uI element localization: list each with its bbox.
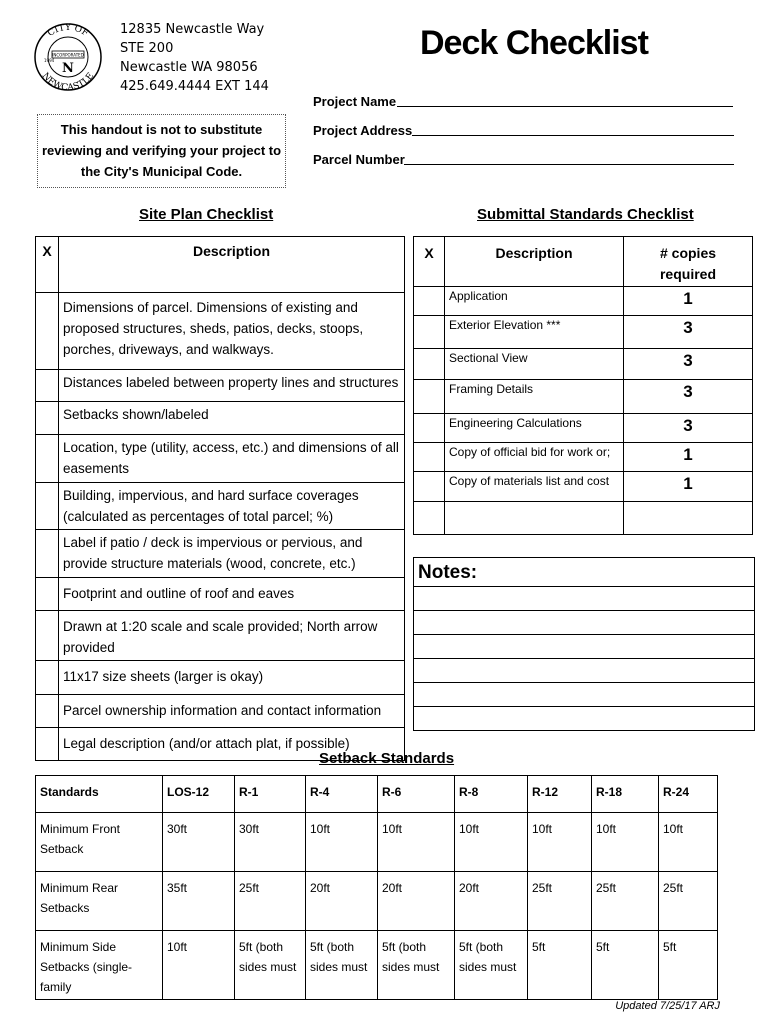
project-address-label: Project Address: [313, 123, 413, 138]
site-item: Parcel ownership information and contact information: [59, 695, 405, 728]
setback-header: R-1: [235, 776, 306, 813]
setback-cell: 25ft: [592, 872, 659, 931]
setback-cell: 10ft: [378, 813, 455, 872]
check-cell[interactable]: [36, 530, 59, 578]
setback-header: R-6: [378, 776, 455, 813]
project-address-field[interactable]: [412, 135, 734, 136]
col-x-header: X: [414, 237, 445, 287]
check-cell[interactable]: [414, 316, 445, 349]
setback-header: Standards: [36, 776, 163, 813]
col-description-header: Description: [59, 237, 405, 293]
notes-line[interactable]: [414, 682, 754, 706]
site-item: Setbacks shown/labeled: [59, 402, 405, 435]
setback-cell: 25ft: [235, 872, 306, 931]
notes-line[interactable]: [414, 634, 754, 658]
disclaimer-line-1: This handout is not to substitute: [60, 122, 263, 137]
site-item: Footprint and outline of roof and eaves: [59, 578, 405, 611]
submittal-item: Sectional View: [445, 349, 624, 380]
notes-box: [413, 557, 755, 731]
setback-header: R-18: [592, 776, 659, 813]
setback-cell: Minimum Front Setback: [36, 813, 163, 872]
copies-value: 1: [624, 472, 753, 502]
setback-cell: 10ft: [528, 813, 592, 872]
setback-cell: 20ft: [455, 872, 528, 931]
setback-header: R-24: [659, 776, 718, 813]
address-line-2: STE 200: [120, 41, 174, 56]
city-seal-logo: [30, 20, 106, 92]
disclaimer-line-3: the City's Municipal Code.: [80, 164, 243, 179]
setback-cell: 5ft (both sides must: [378, 931, 455, 1000]
notes-line[interactable]: [414, 706, 754, 730]
setback-cell: 5ft (both sides must: [235, 931, 306, 1000]
col-x-header: X: [36, 237, 59, 293]
setback-heading: Setback Standards: [319, 750, 455, 767]
setback-cell: 10ft: [455, 813, 528, 872]
check-cell[interactable]: [36, 611, 59, 661]
check-cell[interactable]: [36, 483, 59, 530]
notes-line[interactable]: [414, 658, 754, 682]
check-cell[interactable]: [36, 293, 59, 370]
office-address: [120, 20, 269, 96]
setback-header: R-8: [455, 776, 528, 813]
site-item: Drawn at 1:20 scale and scale provided; North arrow provided: [59, 611, 405, 661]
copies-header-line-1: # copies: [659, 245, 717, 261]
site-item: 11x17 size sheets (larger is okay): [59, 661, 405, 695]
setback-cell: 10ft: [163, 931, 235, 1000]
disclaimer-line-2: reviewing and verifying your project to: [41, 143, 282, 158]
parcel-number-field[interactable]: [404, 164, 734, 165]
site-item: Legal description (and/or attach plat, if possible): [59, 728, 405, 761]
copies-value: 3: [624, 316, 753, 349]
submittal-heading: Submittal Standards Checklist: [477, 206, 694, 223]
copies-value: 1: [624, 287, 753, 316]
copies-value[interactable]: [624, 502, 753, 535]
check-cell[interactable]: [36, 661, 59, 695]
setback-table: [35, 775, 718, 1000]
site-item: Dimensions of parcel. Dimensions of existing and proposed structures, sheds, patios, decks, stoops, porches, driveways, and walkways.: [59, 293, 405, 370]
svg-text:1994: 1994: [44, 58, 55, 63]
setback-header: R-4: [306, 776, 378, 813]
site-plan-table: [35, 236, 405, 761]
copies-value: 3: [624, 414, 753, 443]
check-cell[interactable]: [414, 414, 445, 443]
col-copies-header: [624, 237, 753, 287]
setback-cell: Minimum Side Setbacks (single-family: [36, 931, 163, 1000]
site-item: Distances labeled between property lines and structures: [59, 370, 405, 402]
svg-text:N: N: [62, 61, 74, 76]
submittal-item: Application: [445, 287, 624, 316]
svg-text:NEWCASTLE: NEWCASTLE: [39, 71, 97, 92]
submittal-item: Engineering Calculations: [445, 414, 624, 443]
address-line-1: 12835 Newcastle Way: [120, 22, 265, 37]
notes-line[interactable]: [414, 586, 754, 610]
check-cell[interactable]: [414, 502, 445, 535]
setback-cell: 5ft (both sides must: [455, 931, 528, 1000]
col-description-header: Description: [445, 237, 624, 287]
check-cell[interactable]: [414, 380, 445, 414]
check-cell[interactable]: [36, 578, 59, 611]
submittal-table: [413, 236, 753, 535]
address-line-3: Newcastle WA 98056: [120, 60, 258, 75]
check-cell[interactable]: [36, 402, 59, 435]
setback-cell: 20ft: [378, 872, 455, 931]
setback-cell: 30ft: [235, 813, 306, 872]
setback-cell: 5ft: [592, 931, 659, 1000]
setback-cell: 25ft: [659, 872, 718, 931]
submittal-item: Framing Details: [445, 380, 624, 414]
project-name-label: Project Name: [313, 94, 397, 109]
parcel-number-label: Parcel Number: [313, 152, 405, 167]
submittal-item[interactable]: [445, 502, 624, 535]
check-cell[interactable]: [36, 435, 59, 483]
notes-line[interactable]: [414, 610, 754, 634]
check-cell[interactable]: [414, 349, 445, 380]
svg-text:INCORPORATED: INCORPORATED: [52, 52, 84, 58]
setback-header: R-12: [528, 776, 592, 813]
setback-cell: 5ft: [528, 931, 592, 1000]
copies-header-line-2: required: [659, 266, 716, 282]
site-item: Label if patio / deck is impervious or pervious, and provide structure materials (wood, concrete, etc.): [59, 530, 405, 578]
setback-cell: 25ft: [528, 872, 592, 931]
copies-value: 3: [624, 349, 753, 380]
copies-value: 3: [624, 380, 753, 414]
copies-value: 1: [624, 443, 753, 472]
check-cell[interactable]: [414, 443, 445, 472]
site-item: Building, impervious, and hard surface coverages (calculated as percentages of total parcel; %): [59, 483, 405, 530]
submittal-item: Copy of official bid for work or;: [445, 443, 624, 472]
setback-cell: 30ft: [163, 813, 235, 872]
check-cell[interactable]: [36, 370, 59, 402]
submittal-item: Copy of materials list and cost: [445, 472, 624, 502]
check-cell[interactable]: [414, 287, 445, 316]
setback-cell: 10ft: [659, 813, 718, 872]
setback-cell: 10ft: [592, 813, 659, 872]
svg-text:CITY OF: CITY OF: [46, 22, 90, 39]
project-name-field[interactable]: [397, 106, 733, 107]
setback-header: LOS-12: [163, 776, 235, 813]
updated-note: Updated 7/25/17 ARJ: [615, 1000, 720, 1012]
notes-heading: Notes:: [418, 562, 478, 583]
setback-cell: 10ft: [306, 813, 378, 872]
setback-cell: 5ft (both sides must: [306, 931, 378, 1000]
site-item: Location, type (utility, access, etc.) and dimensions of all easements: [59, 435, 405, 483]
submittal-item: Exterior Elevation ***: [445, 316, 624, 349]
disclaimer-box: [37, 114, 286, 188]
check-cell[interactable]: [414, 472, 445, 502]
setback-cell: 5ft: [659, 931, 718, 1000]
site-plan-heading: Site Plan Checklist: [139, 206, 274, 223]
check-cell[interactable]: [36, 695, 59, 728]
check-cell[interactable]: [36, 728, 59, 761]
page-title: Deck Checklist: [420, 24, 648, 62]
phone-number: 425.649.4444 EXT 144: [120, 79, 269, 94]
setback-cell: Minimum Rear Setbacks: [36, 872, 163, 931]
setback-cell: 20ft: [306, 872, 378, 931]
setback-cell: 35ft: [163, 872, 235, 931]
